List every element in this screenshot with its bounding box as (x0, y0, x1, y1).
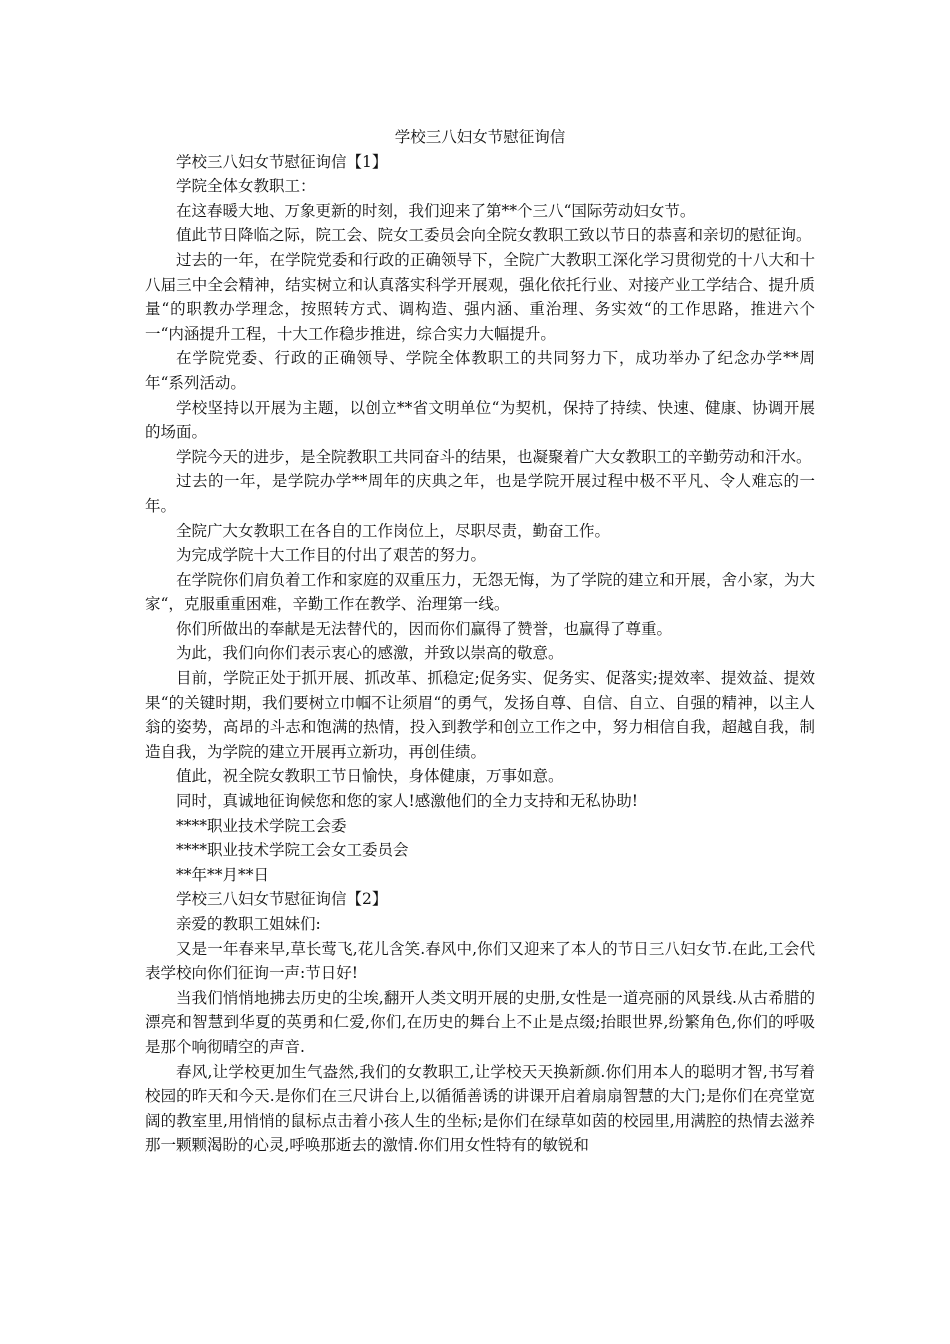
paragraph-salutation-2: 亲爱的教职工姐妹们: (176, 915, 321, 933)
paragraph: 为完成学院十大工作目的付出了艰苦的努力。 (176, 546, 487, 565)
paragraph: 为此，我们向你们表示衷心的感激，并致以崇高的敬意。 (176, 644, 564, 663)
paragraph: 全院广大女教职工在各自的工作岗位上，尽职尽责，勤奋工作。 (176, 521, 611, 540)
paragraph-salutation-1: 学院全体女教职工： (176, 177, 316, 196)
paragraph: 在学院你们肩负着工作和家庭的双重压力，无怨无悔，为了学院的建立和开展，舍小家，为大家“，克服重重困难，辛勤工作在教学、治理第一线。 (145, 570, 815, 614)
signature-line-2: ****职业技术学院工会女工委员会 (176, 841, 409, 860)
paragraph: 值此，祝全院女教职工节日愉快，身体健康，万事如意。 (176, 767, 564, 786)
paragraph: 同时，真诚地征询候您和您的家人!感激他们的全力支持和无私协助! (176, 792, 638, 811)
paragraph: 又是一年春来早,草长莺飞,花儿含笑.春风中,你们又迎来了本人的节日三八妇女节.在此,工会代表学校向你们征询一声:节日好! (145, 939, 815, 983)
paragraph-section-heading-1: 学校三八妇女节慰征询信【1】 (176, 152, 388, 171)
paragraph: 过去的一年，在学院党委和行政的正确领导下，全院广大教职工深化学习贯彻党的十八大和十八届三中全会精神，结实树立和认真落实科学开展观，强化依托行业、对接产业工学结合、提升质量“的职教办学理念，按照转方式、调构造、强内涵、重治理、务实效“的工作思路，推进六个一“内涵提升工程，十大工作稳步推进，综合实力大幅提升。 (145, 250, 815, 343)
paragraph: 值此节日降临之际，院工会、院女工委员会向全院女教职工致以节日的恭喜和亲切的慰征询。 (176, 226, 812, 245)
paragraph: 目前，学院正处于抓开展、抓改革、抓稳定;促务实、促务实、促落实;提效率、提效益、提效果“的关键时期，我们要树立巾帼不让须眉“的勇气，发扬自尊、自信、自立、自强的精神，以主人翁的姿势，高昂的斗志和饱满的热情，投入到教学和创立工作之中，努力相信自我，超越自我，制造自我，为学院的建立开展再立新功，再创佳绩。 (145, 669, 815, 761)
document-title: 学校三八妇女节慰征询信 (394, 128, 566, 146)
paragraph: 春风,让学校更加生气盎然,我们的女教职工,让学校天天换新颜.你们用本人的聪明才智,书写着校园的昨天和今天.是你们在三尺讲台上,以循循善诱的讲课开启着扇扇智慧的大门;是你们在亮堂宽阔的教室里,用悄悄的鼠标点击着小孩人生的坐标;是你们在绿草如茵的校园里,用满腔的热情去滋养那一颗颗渴盼的心灵,呼唤那逝去的激情.你们用女性特有的敏锐和 (145, 1062, 815, 1155)
document-body (145, 125, 815, 1158)
signature-line-1: ****职业技术学院工会委 (176, 816, 347, 835)
paragraph: 学校坚持以开展为主题，以创立**省文明单位“为契机，保持了持续、快速、健康、协调开展的场面。 (145, 398, 815, 442)
paragraph: 过去的一年，是学院办学**周年的庆典之年，也是学院开展过程中极不平凡、令人难忘的一年。 (145, 472, 815, 515)
paragraph: 在学院党委、行政的正确领导、学院全体教职工的共同努力下，成功举办了纪念办学**周年“系列活动。 (145, 349, 815, 392)
paragraph: 你们所做出的奉献是无法替代的，因而你们赢得了赞誉，也赢得了尊重。 (176, 619, 673, 638)
paragraph: 当我们悄悄地拂去历史的尘埃,翻开人类文明开展的史册,女性是一道亮丽的风景线.从古希腊的漂亮和智慧到华夏的英勇和仁爱,你们,在历史的舞台上不止是点缀;抬眼世界,纷繁角色,你们的呼吸是那个响彻晴空的声音. (145, 988, 815, 1056)
paragraph: 学院今天的进步，是全院教职工共同奋斗的结果，也凝聚着广大女教职工的辛勤劳动和汗水。 (176, 447, 812, 466)
date-line: **年**月**日 (176, 865, 270, 884)
paragraph: 在这春暖大地、万象更新的时刻，我们迎来了第**个三八“国际劳动妇女节。 (176, 201, 696, 220)
paragraph-section-heading-2: 学校三八妇女节慰征询信【2】 (176, 890, 388, 909)
